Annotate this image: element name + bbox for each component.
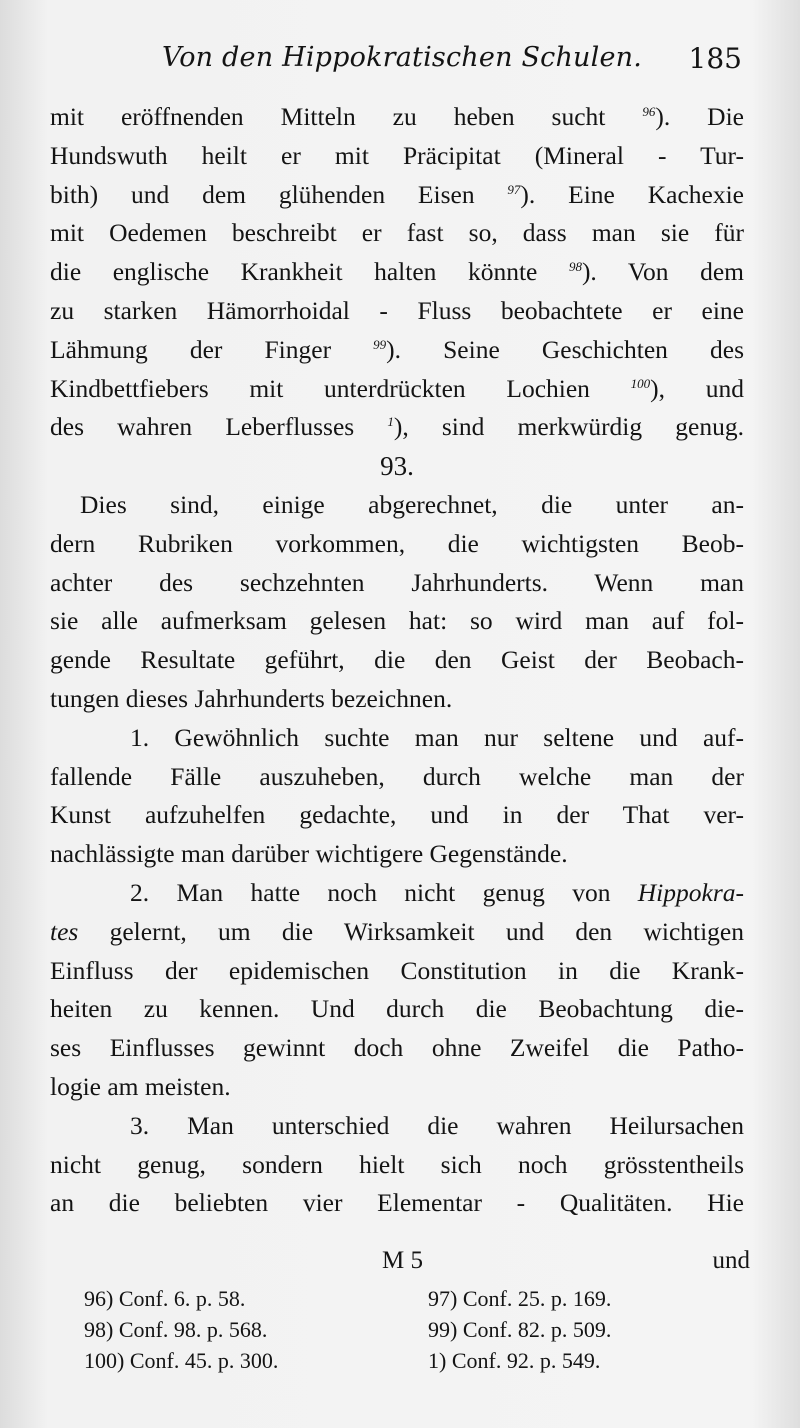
text-line: gende Resultate geführt, die den Geist der Beobach-	[50, 645, 744, 675]
footnote: 96) Conf. 6. p. 58.	[84, 1286, 246, 1311]
text-line: sie alle aufmerksam gelesen hat: so wird man auf fol-	[50, 606, 744, 636]
text-line: Lähmung der Finger $^{99}$). Seine Geschichten des	[50, 334, 744, 364]
text-line: heiten zu kennen. Und durch die Beobachtung die-	[50, 994, 744, 1024]
text-line: Kunst aufzuhelfen gedachte, und in der That ver-	[50, 800, 744, 830]
footnotes	[84, 1283, 704, 1376]
page-number: 185	[688, 42, 742, 75]
text-line: Kindbettfiebers mit unterdrückten Lochien $^{100}$), und	[50, 373, 744, 403]
text-line: tes gelernt, um die Wirksamkeit und den wichtigen	[50, 916, 744, 946]
text-line: ses Einflusses gewinnt doch ohne Zweifel die Patho-	[50, 1033, 744, 1063]
text-line: zu starken Hämorrhoidal - Fluss beobachtete er eine	[50, 295, 744, 325]
text-line: 1. Gewöhnlich suchte man nur seltene und auf-	[130, 722, 744, 752]
footnote-row	[84, 1314, 704, 1345]
footnote: 97) Conf. 25. p. 169.	[428, 1286, 612, 1311]
list-item-3	[50, 1107, 744, 1223]
running-title: Von den Hippokratischen Schulen.	[162, 42, 643, 73]
text-line: des wahren Leberflusses $^1$), sind merkwürdig genug.	[50, 412, 744, 442]
text-line: nachlässigte man darüber wichtigere Gegenstände.	[50, 839, 568, 869]
text-line: bith) und dem glühenden Eisen $^{97}$). Eine Kachexie	[50, 179, 744, 209]
text-line: mit Oedemen beschreibt er fast so, dass man sie für	[50, 218, 744, 248]
footnote-ref: 99	[373, 336, 387, 352]
list-item-1	[50, 719, 744, 874]
signature-mark: M 5	[382, 1247, 423, 1274]
text-line: nicht genug, sondern hielt sich noch grösstentheils	[50, 1149, 744, 1179]
text-line: 3. Man unterschied die wahren Heilursachen	[130, 1110, 744, 1140]
text-line: dern Rubriken vorkommen, die wichtigsten Beob-	[50, 528, 744, 558]
footnote: 99) Conf. 82. p. 509.	[428, 1317, 612, 1342]
list-item-2	[50, 874, 744, 1107]
text-line: an die beliebten vier Elementar - Qualitäten. Hie	[50, 1188, 744, 1218]
catchword: und	[712, 1247, 750, 1274]
footnote: 1) Conf. 92. p. 549.	[428, 1348, 601, 1373]
text-line: Dies sind, einige abgerechnet, die unter an-	[80, 489, 744, 519]
text-line: die englische Krankheit halten könnte $^{98}$). Von dem	[50, 257, 744, 287]
section-number: 93.	[380, 451, 414, 482]
footnote-row	[84, 1283, 704, 1314]
text-line: fallende Fälle auszuheben, durch welche man der	[50, 761, 744, 791]
footnote: 100) Conf. 45. p. 300.	[84, 1348, 279, 1373]
footnote-ref: 98	[568, 259, 582, 275]
text-line: tungen dieses Jahrhunderts bezeichnen.	[50, 683, 453, 713]
page-header	[0, 38, 800, 78]
paragraph-top	[50, 98, 744, 447]
text-line: Hundswuth heilt er mit Präcipitat (Mineral - Tur-	[50, 140, 744, 170]
text-line: Einfluss der epidemischen Constitution in die Krank-	[50, 955, 744, 985]
footnote: 98) Conf. 98. p. 568.	[84, 1317, 268, 1342]
text-line: 2. Man hatte noch nicht genug von Hippokra-	[130, 877, 744, 907]
text-line: mit eröffnenden Mitteln zu heben sucht $^{96}$). Die	[50, 102, 744, 131]
text-line: achter des sechzehnten Jahrhunderts. Wenn man	[50, 567, 744, 597]
footnote-ref: 97	[507, 181, 521, 197]
footnote-ref: 1	[387, 414, 394, 430]
signature-line	[0, 1243, 800, 1279]
footnote-ref: 96	[642, 104, 656, 119]
text-line: logie am meisten.	[50, 1071, 231, 1101]
footnote-ref: 100	[630, 375, 651, 391]
footnote-row	[84, 1345, 704, 1376]
body-text	[50, 98, 744, 1223]
paragraph-intro	[50, 486, 744, 719]
